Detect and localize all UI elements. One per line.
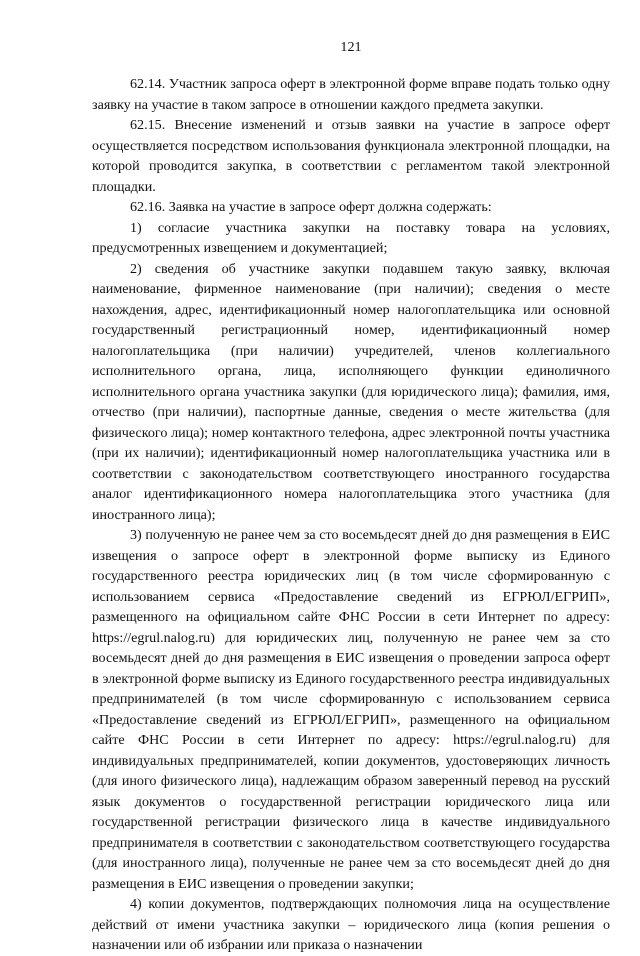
list-item-1: 1) согласие участника закупки на поставку товара на условиях, предусмотренных извещением и документацией; [92, 219, 610, 256]
list-item-3: 3) полученную не ранее чем за сто восемьдесят дней до дня размещения в ЕИС извещения о запросе оферт в электронной форме выписку из Единого государственного реестра юридических лиц (в том числе сформированную с использованием сервиса «Предоставление сведений из ЕГРЮЛ/ЕГРИП», размещенного на официальном сайте ФНС России в сети Интернет по адресу: https://egrul.nalog.ru) для юридических лиц, полученную не ранее чем за сто восемьдесят дней до дня размещения в ЕИС извещения о проведении запроса оферт в электронной форме выписку из Единого государственного реестра индивидуальных предпринимателей (в том числе сформированную с использованием сервиса «Предоставление сведений из ЕГРЮЛ/ЕГРИП», размещенного на официальном сайте ФНС России в сети Интернет по адресу: https://egrul.nalog.ru) для индивидуальных предпринимателей, копии документов, удостоверяющих личность (для иного физического лица), надлежащим образом заверенный перевод на русский язык документов о государственной регистрации юридического лица или государственной регистрации физического лица в качестве индивидуального предпринимателя в соответствии с законодательством соответствующего государства (для иностранного лица), полученные не ранее чем за сто восемьдесят дней до дня размещения в ЕИС извещения о проведении закупки; [92, 527, 610, 892]
paragraph-62-14: 62.14. Участник запроса оферт в электронной форме вправе подать только одну заявку на участие в таком запросе в отношении каждого предмета закупки. [92, 76, 610, 113]
paragraph-62-15: 62.15. Внесение изменений и отзыв заявки на участие в запросе оферт осуществляется посредством использования функционала электронной площадки, на которой проводится закупка, в соответствии с регламентом такой электронной площадки. [92, 117, 610, 195]
list-item-4: 4) копии документов, подтверждающих полномочия лица на осуществление действий от имени участника закупки – юридического лица (копия решения о назначении или об избрании или приказа о назначении [92, 896, 610, 953]
paragraph-62-16: 62.16. Заявка на участие в запросе оферт должна содержать: [130, 199, 492, 215]
page-number: 121 [340, 39, 362, 55]
list-item-2: 2) сведения об участнике закупки подавшем такую заявку, включая наименование, фирменное наименование (при наличии); сведения о месте нахождения, адрес, идентификационный номер налогоплательщика или основной государственный регистрационный номер, идентификационный номер налогоплательщика (при наличии) учредителей, членов коллегиального исполнительного органа, лица, исполняющего функции единоличного исполнительного органа участника закупки (для юридического лица); фамилия, имя, отчество (при наличии), паспортные данные, сведения о месте жительства (для физического лица); номер контактного телефона, адрес электронной почты участника (при их наличии); идентификационный номер налогоплательщика участника или в соответствии с законодательством соответствующего иностранного государства аналог идентификационного номера налогоплательщика этого участника (для иностранного лица); [92, 260, 610, 523]
